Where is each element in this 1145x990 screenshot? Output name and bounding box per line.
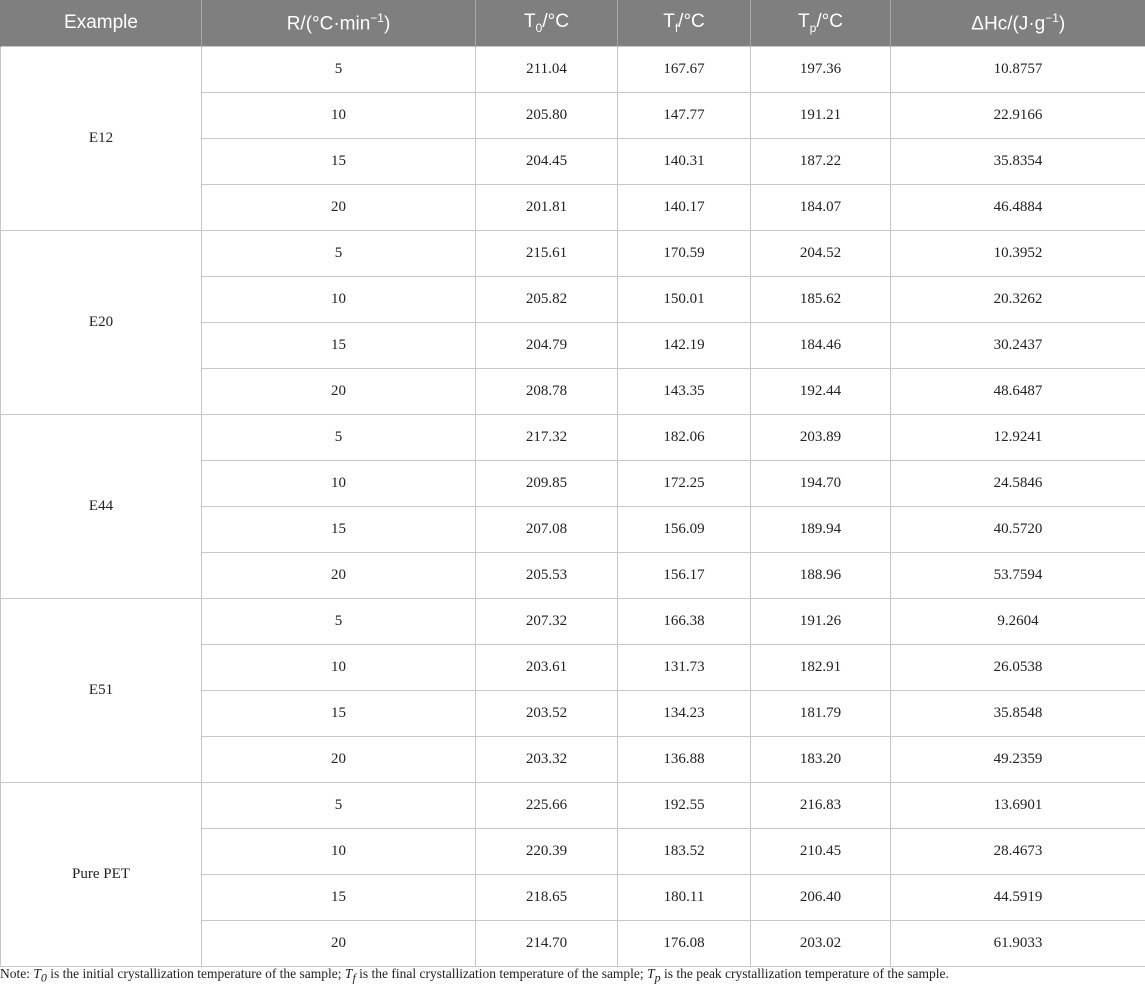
- tp-cell: 210.45: [751, 829, 891, 875]
- dhc-cell: 61.9033: [891, 921, 1145, 967]
- rate-cell: 15: [202, 875, 476, 921]
- dhc-cell: 28.4673: [891, 829, 1145, 875]
- table-note: Note: $T_0$ is the initial crystallization temperature of the sample; $T_f$ is the final crystallization temperature of the sample; $T_p$ is the peak crystallization temperature of the sample.: [0, 966, 949, 985]
- t0-cell: 209.85: [476, 461, 618, 507]
- dhc-cell: 10.8757: [891, 47, 1145, 93]
- t0-cell: 214.70: [476, 921, 618, 967]
- dhc-cell: 26.0538: [891, 645, 1145, 691]
- dhc-cell: 44.5919: [891, 875, 1145, 921]
- tf-cell: 143.35: [618, 369, 751, 415]
- tp-cell: 194.70: [751, 461, 891, 507]
- table-row: [1, 47, 1145, 93]
- rate-cell: 10: [202, 461, 476, 507]
- dhc-cell: 53.7594: [891, 553, 1145, 599]
- tp-cell: 182.91: [751, 645, 891, 691]
- rate-cell: 10: [202, 93, 476, 139]
- table-body: [1, 47, 1145, 967]
- header-t0: $T_0/^\circ C$: [476, 0, 618, 47]
- dhc-cell: 24.5846: [891, 461, 1145, 507]
- t0-cell: 218.65: [476, 875, 618, 921]
- header-rate: $R/(^\circ C\cdot\min^{-1})$: [202, 0, 476, 47]
- t0-cell: 211.04: [476, 47, 618, 93]
- tf-cell: 192.55: [618, 783, 751, 829]
- rate-cell: 5: [202, 783, 476, 829]
- tf-cell: 136.88: [618, 737, 751, 783]
- dhc-cell: 40.5720: [891, 507, 1145, 553]
- tf-cell: 170.59: [618, 231, 751, 277]
- dhc-cell: 20.3262: [891, 277, 1145, 323]
- t0-cell: 220.39: [476, 829, 618, 875]
- tp-cell: 185.62: [751, 277, 891, 323]
- example-cell: E12: [1, 47, 202, 231]
- rate-cell: 10: [202, 277, 476, 323]
- dhc-cell: 49.2359: [891, 737, 1145, 783]
- tf-cell: 142.19: [618, 323, 751, 369]
- tf-cell: 156.17: [618, 553, 751, 599]
- table-row: [1, 599, 1145, 645]
- rate-cell: 20: [202, 553, 476, 599]
- tp-cell: 184.46: [751, 323, 891, 369]
- tp-cell: 216.83: [751, 783, 891, 829]
- tp-cell: 189.94: [751, 507, 891, 553]
- tp-cell: 203.02: [751, 921, 891, 967]
- rate-cell: 15: [202, 139, 476, 185]
- tf-cell: 156.09: [618, 507, 751, 553]
- rate-cell: 20: [202, 921, 476, 967]
- t0-cell: 225.66: [476, 783, 618, 829]
- rate-cell: 20: [202, 185, 476, 231]
- t0-cell: 203.61: [476, 645, 618, 691]
- example-cell: Pure PET: [1, 783, 202, 967]
- tf-cell: 183.52: [618, 829, 751, 875]
- dhc-cell: 35.8548: [891, 691, 1145, 737]
- dhc-cell: 35.8354: [891, 139, 1145, 185]
- tp-cell: 191.21: [751, 93, 891, 139]
- t0-cell: 205.80: [476, 93, 618, 139]
- tf-cell: 182.06: [618, 415, 751, 461]
- rate-cell: 20: [202, 369, 476, 415]
- t0-cell: 201.81: [476, 185, 618, 231]
- dhc-cell: 46.4884: [891, 185, 1145, 231]
- table-row: [1, 415, 1145, 461]
- tf-cell: 172.25: [618, 461, 751, 507]
- tf-cell: 134.23: [618, 691, 751, 737]
- rate-cell: 20: [202, 737, 476, 783]
- t0-cell: 204.45: [476, 139, 618, 185]
- rate-cell: 15: [202, 323, 476, 369]
- example-cell: E44: [1, 415, 202, 599]
- tp-cell: 197.36: [751, 47, 891, 93]
- t0-cell: 205.53: [476, 553, 618, 599]
- tf-cell: 140.31: [618, 139, 751, 185]
- t0-cell: 203.32: [476, 737, 618, 783]
- header-tf: $T_f/^\circ C$: [618, 0, 751, 47]
- dhc-cell: 22.9166: [891, 93, 1145, 139]
- example-cell: E20: [1, 231, 202, 415]
- tp-cell: 206.40: [751, 875, 891, 921]
- tp-cell: 181.79: [751, 691, 891, 737]
- example-cell: E51: [1, 599, 202, 783]
- tf-cell: 166.38: [618, 599, 751, 645]
- dhc-cell: 13.6901: [891, 783, 1145, 829]
- tf-cell: 180.11: [618, 875, 751, 921]
- rate-cell: 15: [202, 691, 476, 737]
- header-row: [1, 0, 1145, 47]
- tf-cell: 140.17: [618, 185, 751, 231]
- dhc-cell: 10.3952: [891, 231, 1145, 277]
- tp-cell: 204.52: [751, 231, 891, 277]
- dhc-cell: 30.2437: [891, 323, 1145, 369]
- tp-cell: 203.89: [751, 415, 891, 461]
- t0-cell: 205.82: [476, 277, 618, 323]
- t0-cell: 215.61: [476, 231, 618, 277]
- t0-cell: 207.32: [476, 599, 618, 645]
- rate-cell: 5: [202, 415, 476, 461]
- header-tp: $T_p/^\circ C$: [751, 0, 891, 47]
- tf-cell: 167.67: [618, 47, 751, 93]
- tp-cell: 191.26: [751, 599, 891, 645]
- header-dhc: ΔHc/$(J\cdot g^{-1})$: [891, 0, 1145, 47]
- dhc-cell: 9.2604: [891, 599, 1145, 645]
- tf-cell: 147.77: [618, 93, 751, 139]
- rate-cell: 15: [202, 507, 476, 553]
- tp-cell: 188.96: [751, 553, 891, 599]
- header-example: Example: [1, 0, 202, 47]
- tf-cell: 150.01: [618, 277, 751, 323]
- t0-cell: 203.52: [476, 691, 618, 737]
- dhc-cell: 48.6487: [891, 369, 1145, 415]
- t0-cell: 208.78: [476, 369, 618, 415]
- tp-cell: 187.22: [751, 139, 891, 185]
- tp-cell: 183.20: [751, 737, 891, 783]
- table-row: [1, 783, 1145, 829]
- rate-cell: 10: [202, 829, 476, 875]
- table-row: [1, 231, 1145, 277]
- rate-cell: 5: [202, 47, 476, 93]
- tf-cell: 176.08: [618, 921, 751, 967]
- t0-cell: 204.79: [476, 323, 618, 369]
- dhc-cell: 12.9241: [891, 415, 1145, 461]
- tp-cell: 184.07: [751, 185, 891, 231]
- tp-cell: 192.44: [751, 369, 891, 415]
- tf-cell: 131.73: [618, 645, 751, 691]
- t0-cell: 217.32: [476, 415, 618, 461]
- rate-cell: 5: [202, 231, 476, 277]
- rate-cell: 5: [202, 599, 476, 645]
- rate-cell: 10: [202, 645, 476, 691]
- t0-cell: 207.08: [476, 507, 618, 553]
